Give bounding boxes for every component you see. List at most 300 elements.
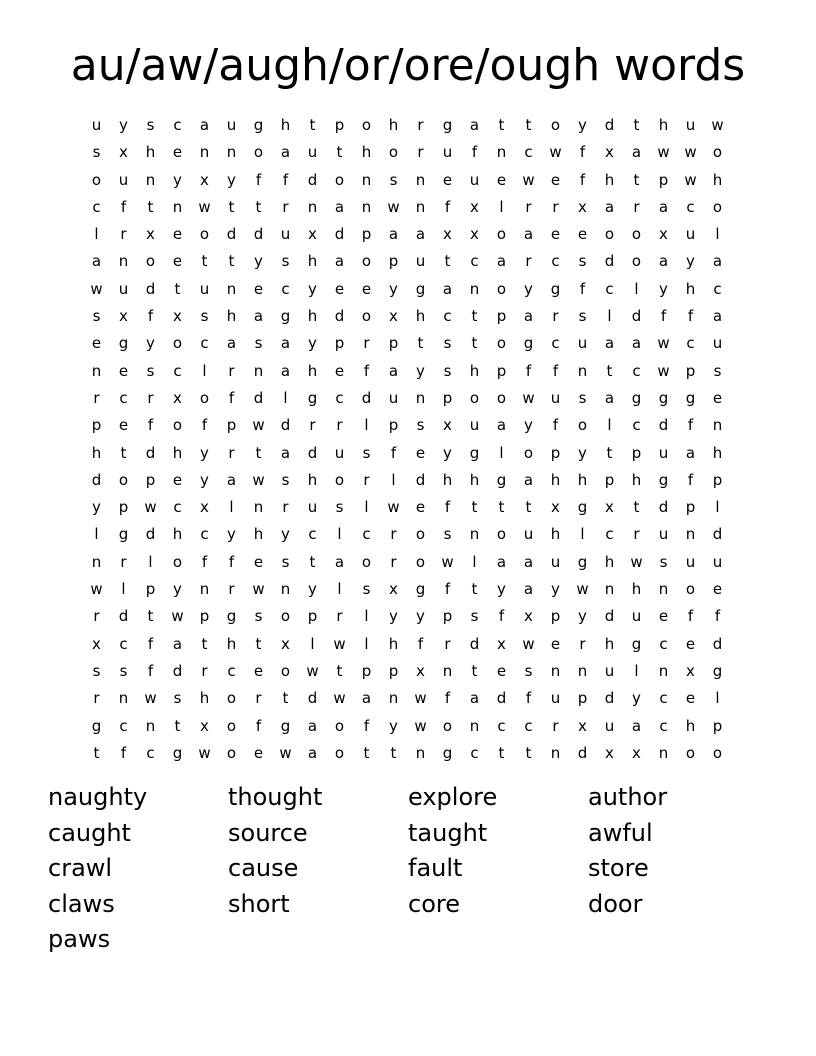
grid-letter: x <box>281 634 290 653</box>
grid-row <box>83 412 733 439</box>
grid-letter: h <box>415 307 426 326</box>
grid-letter: n <box>172 197 183 216</box>
grid-letter: y <box>173 170 182 189</box>
grid-letter: y <box>254 252 263 271</box>
grid-letter: h <box>631 580 642 599</box>
grid-letter: e <box>685 634 696 653</box>
grid-letter: p <box>91 416 102 435</box>
grid-letter: t <box>417 334 424 353</box>
grid-letter: s <box>281 470 290 489</box>
grid-letter: l <box>148 552 153 571</box>
grid-letter: x <box>578 197 587 216</box>
grid-letter: p <box>658 170 669 189</box>
grid-letter: t <box>525 498 532 517</box>
word-list-item: naughty <box>48 783 148 811</box>
grid-letter: r <box>633 197 640 216</box>
grid-letter: n <box>415 388 426 407</box>
grid-letter: u <box>118 279 129 298</box>
grid-letter: c <box>632 361 641 380</box>
grid-letter: f <box>579 170 586 189</box>
grid-letter: c <box>659 689 668 708</box>
grid-letter: n <box>199 143 210 162</box>
grid-row <box>83 358 733 385</box>
grid-letter: c <box>92 197 101 216</box>
grid-letter: d <box>334 307 345 326</box>
grid-letter: s <box>443 361 452 380</box>
grid-letter: u <box>685 116 696 134</box>
grid-letter: f <box>147 634 154 653</box>
grid-letter: a <box>226 470 237 489</box>
grid-letter: e <box>172 252 183 271</box>
grid-letter: d <box>253 388 264 407</box>
grid-letter: o <box>712 143 723 162</box>
grid-row <box>83 330 733 357</box>
grid-letter: d <box>145 279 156 298</box>
grid-letter: l <box>499 197 504 216</box>
grid-letter: y <box>632 689 641 708</box>
grid-letter: n <box>577 361 588 380</box>
grid-letter: y <box>416 607 425 626</box>
grid-letter: c <box>308 525 317 544</box>
grid-letter: t <box>498 498 505 517</box>
grid-letter: r <box>93 388 100 407</box>
grid-letter: t <box>633 116 640 134</box>
grid-letter: c <box>632 416 641 435</box>
grid-letter: n <box>415 170 426 189</box>
grid-letter: n <box>577 661 588 680</box>
grid-letter: p <box>118 498 129 517</box>
grid-letter: p <box>442 388 453 407</box>
word-list-item: crawl <box>48 854 113 882</box>
grid-letter: e <box>253 279 264 298</box>
grid-letter: o <box>577 416 588 435</box>
grid-letter: r <box>120 552 127 571</box>
grid-letter: h <box>307 307 318 326</box>
grid-letter: r <box>228 580 235 599</box>
grid-letter: g <box>658 388 669 407</box>
grid-letter: n <box>658 580 669 599</box>
grid-letter: t <box>336 143 343 162</box>
grid-letter: s <box>578 252 587 271</box>
grid-letter: o <box>550 116 561 134</box>
grid-row <box>83 549 733 576</box>
grid-letter: h <box>604 634 615 653</box>
grid-letter: w <box>333 689 346 708</box>
grid-letter: w <box>684 143 697 162</box>
grid-letter: g <box>253 116 264 134</box>
grid-letter: t <box>201 252 208 271</box>
grid-letter: t <box>525 116 532 134</box>
grid-letter: p <box>334 334 345 353</box>
grid-letter: c <box>551 252 560 271</box>
grid-letter: l <box>94 225 99 244</box>
grid-letter: f <box>444 197 451 216</box>
grid-letter: s <box>281 252 290 271</box>
grid-letter: x <box>605 498 614 517</box>
grid-letter: u <box>523 525 534 544</box>
word-column <box>408 780 588 922</box>
grid-letter: g <box>118 334 129 353</box>
grid-letter: d <box>226 225 237 244</box>
grid-letter: r <box>417 116 424 134</box>
grid-letter: a <box>469 689 480 708</box>
grid-letter: u <box>469 416 480 435</box>
grid-letter: y <box>578 607 587 626</box>
grid-letter: e <box>253 743 264 762</box>
grid-letter: o <box>631 252 642 271</box>
grid-letter: y <box>173 580 182 599</box>
grid-letter: o <box>361 552 372 571</box>
grid-letter: n <box>388 689 399 708</box>
grid-row <box>83 658 733 685</box>
grid-letter: u <box>118 170 129 189</box>
grid-letter: u <box>415 252 426 271</box>
grid-letter: c <box>173 498 182 517</box>
grid-letter: y <box>686 252 695 271</box>
grid-letter: d <box>172 661 183 680</box>
grid-letter: n <box>145 170 156 189</box>
grid-letter: p <box>226 416 237 435</box>
grid-letter: p <box>631 443 642 462</box>
grid-letter: s <box>92 143 101 162</box>
grid-letter: o <box>361 307 372 326</box>
grid-letter: c <box>551 334 560 353</box>
grid-letter: n <box>199 580 210 599</box>
grid-letter: a <box>172 634 183 653</box>
grid-letter: t <box>606 361 613 380</box>
grid-letter: d <box>712 634 723 653</box>
grid-letter: l <box>364 634 369 653</box>
grid-letter: e <box>172 470 183 489</box>
grid-letter: s <box>524 661 533 680</box>
grid-letter: u <box>442 143 453 162</box>
grid-letter: f <box>417 634 424 653</box>
grid-letter: x <box>632 743 641 762</box>
word-list-item: caught <box>48 818 131 847</box>
grid-letter: f <box>147 661 154 680</box>
grid-letter: e <box>253 661 264 680</box>
grid-letter: t <box>471 307 478 326</box>
grid-letter: o <box>361 252 372 271</box>
grid-letter: o <box>604 225 615 244</box>
grid-letter: t <box>633 170 640 189</box>
grid-letter: f <box>471 143 478 162</box>
grid-letter: f <box>282 170 289 189</box>
grid-letter: o <box>226 689 237 708</box>
grid-letter: f <box>498 607 505 626</box>
grid-letter: u <box>658 443 669 462</box>
grid-letter: f <box>255 170 262 189</box>
grid-letter: e <box>577 225 588 244</box>
grid-letter: f <box>579 143 586 162</box>
grid-letter: r <box>282 197 289 216</box>
grid-letter: f <box>201 416 208 435</box>
grid-letter: t <box>336 661 343 680</box>
grid-letter: o <box>226 716 237 735</box>
grid-letter: n <box>91 361 102 380</box>
grid-letter: c <box>659 634 668 653</box>
grid-letter: e <box>685 689 696 708</box>
grid-letter: e <box>550 225 561 244</box>
grid-letter: y <box>308 279 317 298</box>
grid-letter: c <box>659 716 668 735</box>
grid-letter: o <box>199 388 210 407</box>
grid-letter: l <box>337 580 342 599</box>
grid-letter: n <box>550 743 561 762</box>
grid-letter: a <box>604 197 615 216</box>
grid-letter: o <box>685 580 696 599</box>
grid-letter: f <box>444 580 451 599</box>
grid-letter: d <box>604 252 615 271</box>
grid-letter: n <box>415 197 426 216</box>
grid-letter: u <box>685 552 696 571</box>
grid-letter: s <box>443 334 452 353</box>
grid-letter: p <box>577 689 588 708</box>
grid-letter: w <box>198 197 211 216</box>
grid-letter: p <box>496 361 507 380</box>
grid-letter: f <box>147 416 154 435</box>
grid-letter: r <box>309 416 316 435</box>
grid-letter: c <box>200 525 209 544</box>
grid-letter: t <box>471 580 478 599</box>
grid-letter: n <box>307 197 318 216</box>
grid-letter: a <box>91 252 102 271</box>
grid-letter: d <box>91 470 102 489</box>
grid-letter: c <box>605 525 614 544</box>
grid-letter: w <box>414 716 427 735</box>
grid-letter: a <box>199 116 210 134</box>
grid-letter: o <box>172 552 183 571</box>
grid-letter: y <box>416 361 425 380</box>
grid-letter: l <box>364 498 369 517</box>
grid-letter: l <box>202 361 207 380</box>
grid-letter: l <box>229 498 234 517</box>
grid-letter: d <box>334 225 345 244</box>
grid-letter: g <box>712 661 723 680</box>
grid-letter: g <box>442 743 453 762</box>
grid-letter: l <box>364 416 369 435</box>
grid-letter: w <box>414 689 427 708</box>
grid-letter: n <box>118 689 129 708</box>
grid-letter: g <box>523 334 534 353</box>
grid-letter: e <box>91 334 102 353</box>
grid-letter: o <box>118 470 129 489</box>
grid-letter: x <box>146 225 155 244</box>
grid-letter: d <box>280 416 291 435</box>
grid-letter: t <box>147 607 154 626</box>
word-list-item: thought <box>228 783 323 811</box>
grid-letter: r <box>363 470 370 489</box>
grid-letter: g <box>91 716 102 735</box>
word-list-item: short <box>228 889 290 918</box>
grid-letter: x <box>578 716 587 735</box>
grid-letter: a <box>631 334 642 353</box>
grid-letter: g <box>496 470 507 489</box>
grid-letter: o <box>334 743 345 762</box>
grid-letter: o <box>334 470 345 489</box>
grid-letter: o <box>280 661 291 680</box>
grid-letter: f <box>714 607 721 626</box>
grid-letter: w <box>198 743 211 762</box>
grid-letter: a <box>415 225 426 244</box>
grid-letter: u <box>550 689 561 708</box>
grid-letter: x <box>443 225 452 244</box>
grid-letter: y <box>524 416 533 435</box>
grid-letter: c <box>713 279 722 298</box>
grid-letter: f <box>120 197 127 216</box>
grid-row <box>83 303 733 330</box>
grid-letter: f <box>552 416 559 435</box>
grid-letter: t <box>174 716 181 735</box>
grid-letter: a <box>496 416 507 435</box>
grid-letter: l <box>283 388 288 407</box>
grid-letter: h <box>712 170 723 189</box>
grid-letter: a <box>334 552 345 571</box>
grid-letter: n <box>415 743 426 762</box>
grid-letter: w <box>657 143 670 162</box>
grid-letter: p <box>199 607 210 626</box>
grid-letter: w <box>306 661 319 680</box>
grid-letter: d <box>307 170 318 189</box>
grid-row <box>83 167 733 194</box>
grid-letter: c <box>470 252 479 271</box>
grid-letter: a <box>280 143 291 162</box>
grid-row <box>83 276 733 303</box>
grid-letter: h <box>199 689 210 708</box>
grid-letter: a <box>631 143 642 162</box>
grid-letter: a <box>388 225 399 244</box>
grid-letter: e <box>361 279 372 298</box>
grid-letter: d <box>145 525 156 544</box>
grid-letter: a <box>712 307 723 326</box>
grid-letter: s <box>713 361 722 380</box>
grid-letter: y <box>443 443 452 462</box>
word-list-item: door <box>588 889 643 918</box>
grid-letter: f <box>390 443 397 462</box>
grid-letter: p <box>442 607 453 626</box>
grid-letter: x <box>200 716 209 735</box>
grid-letter: e <box>550 170 561 189</box>
grid-letter: h <box>226 307 237 326</box>
grid-letter: x <box>119 143 128 162</box>
grid-letter: c <box>497 716 506 735</box>
grid-letter: r <box>444 634 451 653</box>
grid-letter: h <box>172 443 183 462</box>
grid-letter: e <box>442 170 453 189</box>
grid-letter: d <box>307 689 318 708</box>
grid-letter: h <box>604 170 615 189</box>
grid-letter: u <box>658 525 669 544</box>
grid-letter: o <box>496 525 507 544</box>
grid-letter: s <box>146 116 155 134</box>
grid-letter: w <box>549 143 562 162</box>
grid-letter: t <box>606 443 613 462</box>
grid-letter: y <box>227 170 236 189</box>
grid-letter: g <box>658 470 669 489</box>
grid-letter: t <box>255 634 262 653</box>
grid-letter: d <box>604 689 615 708</box>
grid-letter: f <box>687 470 694 489</box>
grid-letter: c <box>443 307 452 326</box>
grid-letter: d <box>361 388 372 407</box>
grid-letter: y <box>524 279 533 298</box>
grid-letter: a <box>280 443 291 462</box>
grid-letter: n <box>496 143 507 162</box>
grid-letter: w <box>657 334 670 353</box>
grid-letter: y <box>497 580 506 599</box>
grid-letter: h <box>550 525 561 544</box>
grid-letter: h <box>631 470 642 489</box>
grid-letter: w <box>171 607 184 626</box>
grid-row <box>83 521 733 548</box>
grid-letter: g <box>280 716 291 735</box>
grid-letter: w <box>90 580 103 599</box>
grid-letter: r <box>363 334 370 353</box>
grid-letter: t <box>93 743 100 762</box>
grid-letter: a <box>280 361 291 380</box>
grid-letter: w <box>333 634 346 653</box>
grid-letter: p <box>388 661 399 680</box>
grid-letter: h <box>658 116 669 134</box>
grid-letter: r <box>525 197 532 216</box>
grid-row <box>83 194 733 221</box>
grid-letter: r <box>390 552 397 571</box>
grid-letter: a <box>226 334 237 353</box>
grid-letter: h <box>145 143 156 162</box>
grid-letter: n <box>658 661 669 680</box>
grid-letter: y <box>308 334 317 353</box>
grid-letter: y <box>146 334 155 353</box>
grid-letter: p <box>685 498 696 517</box>
grid-letter: x <box>416 661 425 680</box>
grid-letter: e <box>712 580 723 599</box>
grid-letter: o <box>496 388 507 407</box>
grid-row <box>83 740 733 767</box>
grid-letter: t <box>201 634 208 653</box>
grid-letter: f <box>687 307 694 326</box>
grid-letter: a <box>523 225 534 244</box>
grid-letter: r <box>579 634 586 653</box>
grid-letter: l <box>607 416 612 435</box>
grid-letter: t <box>363 743 370 762</box>
grid-letter: a <box>658 197 669 216</box>
grid-letter: n <box>712 416 723 435</box>
grid-letter: g <box>631 634 642 653</box>
grid-letter: r <box>390 525 397 544</box>
grid-letter: t <box>255 443 262 462</box>
grid-letter: a <box>469 116 480 134</box>
grid-letter: s <box>443 525 452 544</box>
grid-letter: p <box>361 661 372 680</box>
grid-letter: s <box>389 170 398 189</box>
grid-letter: n <box>361 170 372 189</box>
grid-letter: t <box>444 252 451 271</box>
grid-letter: x <box>200 170 209 189</box>
grid-letter: r <box>93 689 100 708</box>
grid-letter: e <box>496 661 507 680</box>
grid-letter: u <box>685 225 696 244</box>
grid-letter: x <box>470 197 479 216</box>
grid-letter: s <box>659 552 668 571</box>
grid-letter: w <box>144 689 157 708</box>
grid-row <box>83 685 733 712</box>
grid-letter: r <box>552 307 559 326</box>
grid-letter: a <box>496 252 507 271</box>
grid-letter: w <box>576 580 589 599</box>
grid-letter: u <box>604 661 615 680</box>
grid-letter: h <box>91 443 102 462</box>
grid-letter: e <box>118 416 129 435</box>
